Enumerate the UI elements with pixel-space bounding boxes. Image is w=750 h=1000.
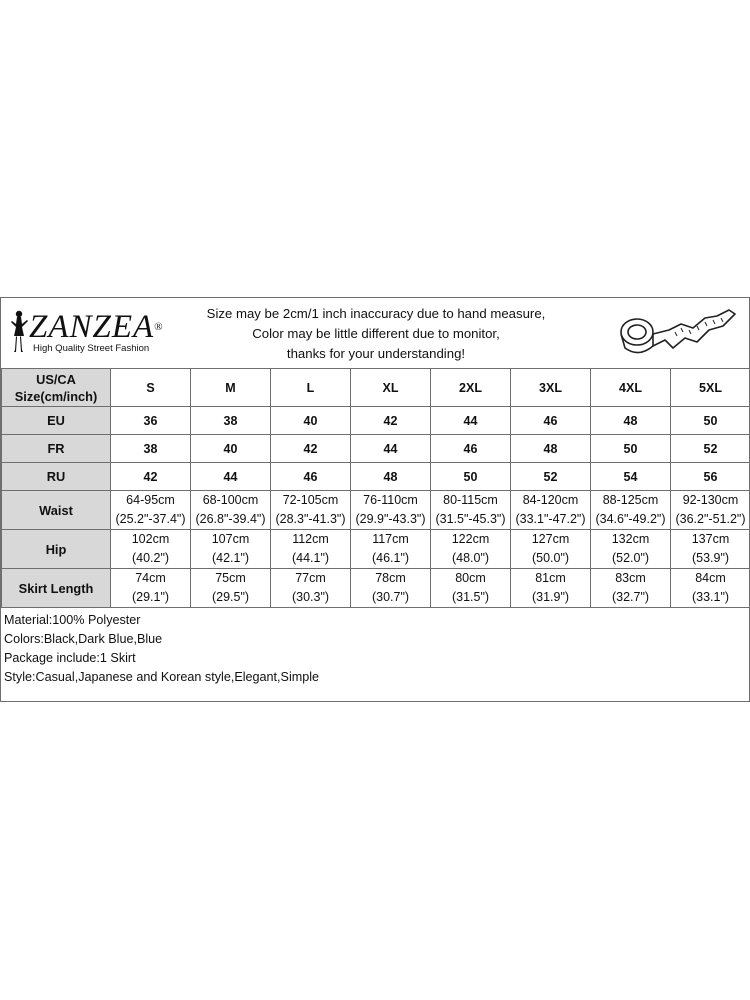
measure-cell	[591, 569, 671, 608]
material-line: Material:100% Polyester	[4, 613, 141, 627]
value-cell: 46	[431, 435, 511, 463]
measure-cell	[351, 530, 431, 569]
cm-value: 78cm	[375, 571, 406, 585]
measure-cell	[671, 491, 750, 530]
cm-value: 64-95cm	[126, 493, 175, 507]
measure-cell	[431, 569, 511, 608]
measuring-tape-icon	[613, 308, 741, 360]
value-cell: 56	[671, 463, 750, 491]
value-cell: 46	[271, 463, 351, 491]
package-line: Package include:1 Skirt	[4, 651, 136, 665]
cm-value: 72-105cm	[282, 493, 339, 507]
cm-value: 68-100cm	[202, 493, 259, 507]
cm-value: 112cm	[292, 532, 329, 546]
size-cell: 3XL	[511, 369, 591, 407]
inch-value: (44.1")	[291, 551, 330, 565]
inch-value: (25.2"-37.4")	[115, 512, 186, 526]
value-cell: 52	[671, 435, 750, 463]
notice-line: thanks for your understanding!	[286, 346, 466, 361]
eu-row	[2, 407, 750, 435]
hip-row	[2, 530, 750, 569]
cm-value: 88-125cm	[602, 493, 659, 507]
notice-line: Size may be 2cm/1 inch inaccuracy due to hand measure,	[206, 306, 546, 321]
measure-cell	[671, 569, 750, 608]
inch-value: (48.0")	[451, 551, 490, 565]
brand-name-text: ZANZEA	[29, 309, 155, 345]
measure-cell	[111, 491, 191, 530]
cm-value: 80cm	[455, 571, 486, 585]
inch-value: (53.9")	[691, 551, 730, 565]
row-label: Waist	[2, 491, 111, 530]
size-cell: XL	[351, 369, 431, 407]
brand-tagline: High Quality Street Fashion	[33, 343, 150, 354]
header-label-cell	[2, 369, 111, 407]
measure-cell	[111, 569, 191, 608]
measure-cell	[111, 530, 191, 569]
row-label: Skirt Length	[2, 569, 111, 608]
measure-cell	[351, 569, 431, 608]
header-label-line: US/CA	[36, 371, 76, 387]
measure-cell	[271, 569, 351, 608]
colors-line: Colors:Black,Dark Blue,Blue	[4, 632, 163, 646]
inch-value: (29.1")	[131, 590, 170, 604]
measure-cell	[351, 491, 431, 530]
value-cell: 50	[431, 463, 511, 491]
cm-value: 84-120cm	[522, 493, 579, 507]
waist-row	[2, 491, 750, 530]
measure-cell	[591, 530, 671, 569]
cm-value: 107cm	[211, 532, 250, 546]
value-cell: 42	[351, 407, 431, 435]
inch-value: (28.3"-41.3")	[275, 512, 346, 526]
inch-value: (42.1")	[211, 551, 250, 565]
notice-text	[151, 304, 601, 364]
size-chart	[0, 297, 750, 702]
inch-value: (34.6"-49.2")	[595, 512, 666, 526]
inch-value: (30.3")	[291, 590, 330, 604]
cm-value: 137cm	[691, 532, 730, 546]
measure-cell	[511, 530, 591, 569]
measure-cell	[671, 530, 750, 569]
cm-value: 102cm	[131, 532, 170, 546]
measure-cell	[431, 491, 511, 530]
inch-value: (33.1")	[691, 590, 730, 604]
value-cell: 36	[111, 407, 191, 435]
header-label-line: Size(cm/inch)	[14, 388, 98, 404]
measure-cell	[431, 530, 511, 569]
value-cell: 38	[191, 407, 271, 435]
style-line: Style:Casual,Japanese and Korean style,Elegant,Simple	[4, 670, 320, 684]
size-header-row	[2, 369, 750, 407]
fr-row	[2, 435, 750, 463]
row-label: Hip	[2, 530, 111, 569]
measure-cell	[511, 569, 591, 608]
value-cell: 48	[591, 407, 671, 435]
cm-value: 92-130cm	[682, 493, 739, 507]
size-cell: S	[111, 369, 191, 407]
inch-value: (26.8"-39.4")	[195, 512, 266, 526]
value-cell: 46	[511, 407, 591, 435]
value-cell: 52	[511, 463, 591, 491]
inch-value: (52.0")	[611, 551, 650, 565]
brand-name	[29, 310, 164, 344]
cm-value: 81cm	[535, 571, 566, 585]
row-label: FR	[2, 435, 111, 463]
cm-value: 132cm	[611, 532, 650, 546]
notice-line: Color may be little different due to monitor,	[252, 326, 500, 341]
skirt-length-row	[2, 569, 750, 608]
value-cell: 48	[511, 435, 591, 463]
size-table	[1, 368, 750, 608]
inch-value: (31.5"-45.3")	[435, 512, 506, 526]
inch-value: (33.1"-47.2")	[515, 512, 586, 526]
value-cell: 44	[431, 407, 511, 435]
cm-value: 117cm	[372, 532, 409, 546]
value-cell: 38	[111, 435, 191, 463]
value-cell: 42	[271, 435, 351, 463]
size-cell: 2XL	[431, 369, 511, 407]
inch-value: (36.2"-51.2")	[675, 512, 746, 526]
value-cell: 50	[591, 435, 671, 463]
cm-value: 83cm	[615, 571, 646, 585]
measure-cell	[191, 569, 271, 608]
value-cell: 54	[591, 463, 671, 491]
registered-mark: ®	[154, 321, 164, 333]
inch-value: (31.5")	[451, 590, 490, 604]
value-cell: 48	[351, 463, 431, 491]
measure-cell	[191, 491, 271, 530]
cm-value: 75cm	[215, 571, 246, 585]
inch-value: (29.9"-43.3")	[355, 512, 426, 526]
size-cell: M	[191, 369, 271, 407]
measure-cell	[511, 491, 591, 530]
inch-value: (50.0")	[531, 551, 570, 565]
cm-value: 77cm	[295, 571, 326, 585]
size-cell: 5XL	[671, 369, 750, 407]
inch-value: (40.2")	[131, 551, 170, 565]
inch-value: (46.1")	[371, 551, 410, 565]
measure-cell	[271, 530, 351, 569]
row-label: EU	[2, 407, 111, 435]
inch-value: (30.7")	[371, 590, 410, 604]
value-cell: 50	[671, 407, 750, 435]
cm-value: 76-110cm	[363, 493, 418, 507]
size-chart-frame	[0, 297, 750, 702]
cm-value: 127cm	[531, 532, 570, 546]
chart-header	[1, 298, 749, 369]
measure-cell	[271, 491, 351, 530]
measure-cell	[591, 491, 671, 530]
value-cell: 44	[351, 435, 431, 463]
value-cell: 44	[191, 463, 271, 491]
size-cell: L	[271, 369, 351, 407]
value-cell: 40	[191, 435, 271, 463]
value-cell: 42	[111, 463, 191, 491]
zanzea-logo	[5, 306, 164, 362]
cm-value: 122cm	[451, 532, 490, 546]
measure-cell	[191, 530, 271, 569]
size-cell: 4XL	[591, 369, 671, 407]
inch-value: (29.5")	[211, 590, 250, 604]
inch-value: (31.9")	[531, 590, 570, 604]
value-cell: 40	[271, 407, 351, 435]
cm-value: 80-115cm	[443, 493, 498, 507]
ru-row	[2, 463, 750, 491]
cm-value: 84cm	[695, 571, 726, 585]
inch-value: (32.7")	[611, 590, 650, 604]
row-label: RU	[2, 463, 111, 491]
cm-value: 74cm	[135, 571, 166, 585]
product-info	[4, 611, 319, 687]
